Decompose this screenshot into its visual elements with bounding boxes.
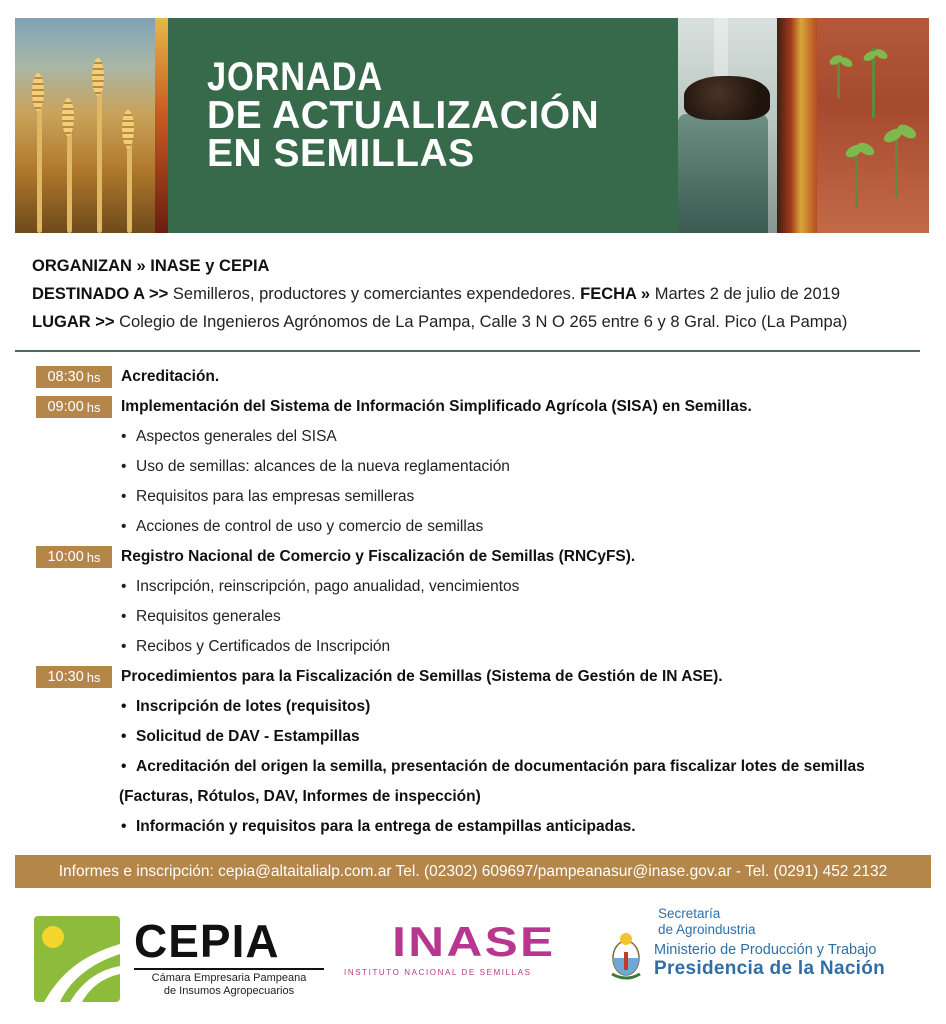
corn-strip-photo: [777, 18, 817, 233]
cepia-wordmark: CEPIA: [134, 915, 280, 967]
agenda-block: [36, 662, 931, 842]
agenda-session-header: [36, 662, 931, 692]
list-item: • Información y requisitos para la entrega de estampillas anticipadas.: [121, 818, 636, 835]
agenda-block: [36, 542, 931, 662]
organizers-text: ORGANIZAN » INASE y CEPIA: [32, 257, 270, 275]
organizers-row: [32, 252, 922, 280]
list-item-continuation: (Facturas, Rótulos, DAV, Informes de inspección): [119, 788, 481, 805]
contact-bar: [15, 855, 931, 888]
title-line-2: DE ACTUALIZACIÓN: [207, 94, 600, 138]
event-title: [207, 55, 600, 176]
contact-text: Informes e inscripción: cepia@altaitalialp.com.ar Tel. (02302) 609697/pampeanasur@inase.gov.ar - Tel. (0291) 452 2132: [58, 862, 888, 880]
list-item: • Acciones de control de uso y comercio de semillas: [121, 518, 484, 535]
national-shield-icon: [608, 930, 644, 980]
agenda: [36, 362, 931, 842]
list-item: • Recibos y Certificados de Inscripción: [121, 638, 391, 655]
presidency-name: Presidencia de la Nación: [654, 958, 886, 979]
list-item: • Requisitos generales: [121, 608, 281, 625]
ministry-name: Ministerio de Producción y Trabajo: [654, 942, 877, 958]
event-info: [32, 252, 922, 336]
session-items: [121, 422, 931, 542]
agenda-session-header: [36, 542, 931, 572]
inase-subtitle: INSTITUTO NACIONAL DE SEMILLAS: [344, 968, 532, 977]
list-item: • Aspectos generales del SISA: [121, 428, 337, 445]
seed-bag-photo: [678, 18, 778, 233]
cepia-emblem-icon: [34, 916, 120, 1002]
secretariat-name: Secretaría de Agroindustria: [658, 906, 756, 937]
inase-wordmark: INASE: [392, 918, 556, 965]
session-items: [121, 572, 931, 662]
agenda-block: [36, 392, 931, 542]
venue-label: LUGAR >>: [32, 313, 115, 331]
audience-label: DESTINADO A >>: [32, 285, 169, 303]
agenda-block: [36, 362, 931, 392]
government-logo: [608, 906, 918, 996]
session-title: Implementación del Sistema de Información Simplificado Agrícola (SISA) en Semillas.: [121, 398, 752, 415]
agenda-session-header: [36, 362, 931, 392]
section-divider: [15, 350, 920, 352]
inase-logo: [344, 920, 564, 980]
venue-row: [32, 308, 922, 336]
list-item: • Solicitud de DAV - Estampillas: [121, 728, 360, 745]
list-item: • Uso de semillas: alcances de la nueva reglamentación: [121, 458, 510, 475]
time-badge: 10:30 hs: [36, 666, 112, 688]
cepia-logo: [34, 916, 314, 1006]
header-banner: [15, 18, 929, 233]
date-value: Martes 2 de julio de 2019: [654, 285, 840, 303]
sprouts-photo: [817, 18, 929, 233]
session-title: Procedimientos para la Fiscalización de Semillas (Sistema de Gestión de IN ASE).: [121, 668, 723, 685]
agenda-session-header: [36, 392, 931, 422]
venue-value: Colegio de Ingenieros Agrónomos de La Pampa, Calle 3 N O 265 entre 6 y 8 Gral. Pico (La Pampa): [119, 313, 848, 331]
audience-value: Semilleros, productores y comerciantes expendedores.: [172, 285, 576, 303]
time-badge: 10:00 hs: [36, 546, 112, 568]
list-item: • Inscripción de lotes (requisitos): [121, 698, 371, 715]
session-title: Acreditación.: [121, 368, 220, 385]
time-badge: 09:00 hs: [36, 396, 112, 418]
session-title: Registro Nacional de Comercio y Fiscalización de Semillas (RNCyFS).: [121, 548, 636, 565]
wheat-photo: [15, 18, 165, 233]
session-items: [121, 692, 931, 842]
grain-strip-photo: [155, 18, 169, 233]
list-item: • Requisitos para las empresas semilleras: [121, 488, 415, 505]
list-item: • Inscripción, reinscripción, pago anualidad, vencimientos: [121, 578, 520, 595]
title-line-3: EN SEMILLAS: [207, 132, 475, 176]
list-item: • Acreditación del origen la semilla, presentación de documentación para fiscalizar lotes de semillas: [121, 758, 865, 775]
title-line-1: JORNADA: [207, 55, 384, 99]
audience-date-row: [32, 280, 922, 308]
date-label: FECHA »: [580, 285, 651, 303]
time-badge: 08:30 hs: [36, 366, 112, 388]
cepia-subtitle: Cámara Empresaria Pampeana de Insumos Agropecuarios: [134, 968, 324, 997]
